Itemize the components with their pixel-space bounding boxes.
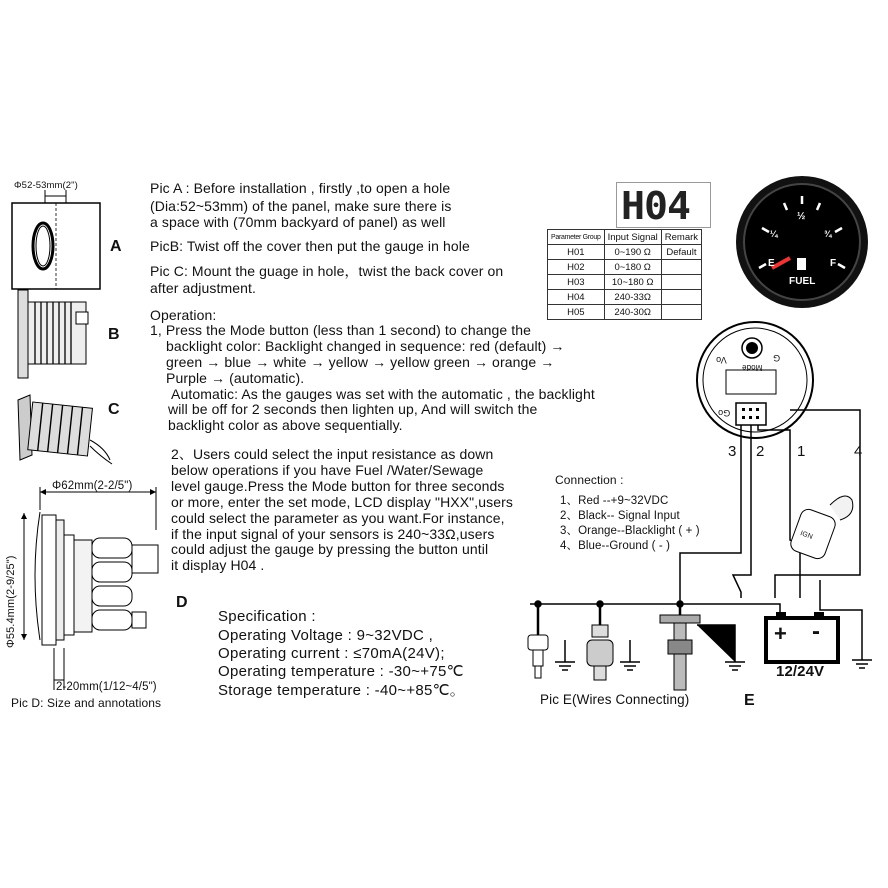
gauge-label-e: E (768, 258, 775, 269)
pic-a-label: A (110, 238, 122, 255)
operation-line: Purple → (automatic). (166, 370, 305, 386)
connection-item: 3、Orange--Blacklight ( + ) (560, 525, 700, 537)
operation-heading: Operation: (150, 307, 217, 323)
operation-line: backlight color: Backlight changed in sequence: red (default) → (166, 338, 565, 354)
pic-e-label: E (744, 692, 755, 709)
operation-line: it display H04 . (171, 557, 265, 573)
lcd-display (616, 182, 711, 228)
table-cell (661, 275, 701, 290)
battery-minus: - (812, 618, 821, 645)
table-cell: H05 (548, 305, 605, 320)
table-cell: H03 (548, 275, 605, 290)
table-row (548, 290, 702, 305)
connection-title: Connection : (555, 473, 624, 487)
connection-item: 1、Red --+9~32VDC (560, 495, 669, 507)
wire-number: 4 (854, 443, 863, 460)
intro-line: Pic A : Before installation , firstly ,to open a hole (150, 180, 451, 196)
table-cell: 240-30Ω (604, 305, 661, 320)
table-cell: H02 (548, 260, 605, 275)
intro-line: after adjustment. (150, 280, 256, 296)
table-cell: Default (661, 245, 701, 260)
table-cell: 10~180 Ω (604, 275, 661, 290)
pic-d-label: D (176, 594, 188, 611)
pic-a-panel-drawing (12, 190, 100, 289)
intro-line: PicB: Twist off the cover then put the gauge in hole (150, 238, 470, 254)
table-header: Remark (661, 230, 701, 245)
dim-depth: 2-20mm(1/12~4/5") (56, 681, 157, 693)
ignition-switch-drawing (789, 496, 853, 561)
gauge-label-half: ½ (797, 211, 806, 222)
table-header-row (548, 230, 702, 245)
spec-line: Operating Voltage : 9~32VDC , (218, 627, 434, 644)
table-cell (661, 305, 701, 320)
spec-line: Operating temperature : -30~+75℃ (218, 663, 464, 680)
pic-b-label: B (108, 326, 120, 343)
gauge-label-f: F (830, 258, 837, 269)
spec-line: Storage temperature : -40~+85℃。 (218, 682, 466, 699)
connection-item: 4、Blue--Ground ( - ) (560, 540, 671, 552)
operation-line: below operations if you have Fuel /Water/Sewage (171, 462, 484, 478)
connection-item: 2、Black-- Signal Input (560, 510, 680, 522)
dim-diameter: Φ62mm(2-2/5") (52, 480, 133, 492)
table-header: Input Signal (604, 230, 661, 245)
gauge-label-three-quarter: ¾ (824, 229, 832, 239)
back-label-mode: Mode (742, 363, 763, 372)
parameter-table (547, 229, 702, 320)
table-cell: H04 (548, 290, 605, 305)
intro-line: Pic C: Mount the guage in hole，twist the back cover on (150, 263, 504, 279)
back-label-g: G (773, 353, 781, 363)
table-row (548, 275, 702, 290)
pic-a-dimension: Φ52-53mm(2") (14, 180, 78, 191)
table-row (548, 260, 702, 275)
operation-line: if the input signal of your sensors is 240~33Ω,users (171, 526, 495, 542)
pic-c-label: C (108, 401, 120, 418)
pic-c-gauge-drawing (18, 395, 112, 464)
battery-plus: + (774, 621, 787, 646)
table-cell: 240-33Ω (604, 290, 661, 305)
operation-line: level gauge.Press the Mode button for three seconds (171, 478, 505, 494)
battery-voltage: 12/24V (776, 663, 825, 680)
operation-line: Automatic: As the gauges was set with the automatic , the backlight (171, 386, 595, 402)
sender-sensors (528, 615, 700, 690)
dim-height: Φ55.4mm(2-9/25") (5, 555, 17, 648)
wire-number: 1 (797, 443, 806, 460)
ignition-label: IGN (799, 530, 814, 541)
table-header: Parameter Group (548, 230, 605, 245)
spec-line: Operating current : ≤70mA(24V); (218, 645, 445, 662)
pic-d-dimension-drawing (21, 487, 158, 690)
intro-line: a space with (70mm backyard of panel) as well (150, 214, 446, 230)
pic-e-caption: Pic E(Wires Connecting) (540, 692, 690, 707)
spec-heading: Specification : (218, 608, 316, 625)
operation-line: could select the parameter as you want.For instance, (171, 510, 505, 526)
operation-line: backlight color as above sequentially. (168, 417, 403, 433)
back-label-go: Go (718, 408, 731, 418)
back-label-vo: Vo (716, 355, 727, 365)
table-cell (661, 260, 701, 275)
operation-line: green → blue → white → yellow → yellow green → orange → (166, 354, 555, 370)
table-cell: 0~180 Ω (604, 260, 661, 275)
operation-line: 1, Press the Mode button (less than 1 second) to change the (150, 322, 532, 338)
table-cell (661, 290, 701, 305)
pic-b-gauge-drawing (18, 290, 88, 378)
table-cell: 0~190 Ω (604, 245, 661, 260)
wire-number: 2 (756, 443, 765, 460)
gauge-label-quarter: ¼ (770, 229, 778, 239)
lcd-value: H04 (621, 184, 690, 228)
operation-line: will be off for 2 seconds then lighten up, And will switch the (168, 401, 538, 417)
table-row (548, 305, 702, 320)
operation-line: or more, enter the set mode, LCD display "HXX",users (171, 494, 513, 510)
operation-line: could adjust the gauge by pressing the button until (171, 541, 489, 557)
operation-line: 2、Users could select the input resistance as down (171, 446, 494, 462)
table-row (548, 245, 702, 260)
wire-number: 3 (728, 443, 737, 460)
intro-line: (Dia:52~53mm) of the panel, make sure there is (150, 198, 452, 214)
gauge-back (697, 322, 813, 438)
table-cell: H01 (548, 245, 605, 260)
gauge-fuel-word: FUEL (789, 276, 816, 287)
pic-d-caption: Pic D: Size and annotations (11, 696, 162, 710)
